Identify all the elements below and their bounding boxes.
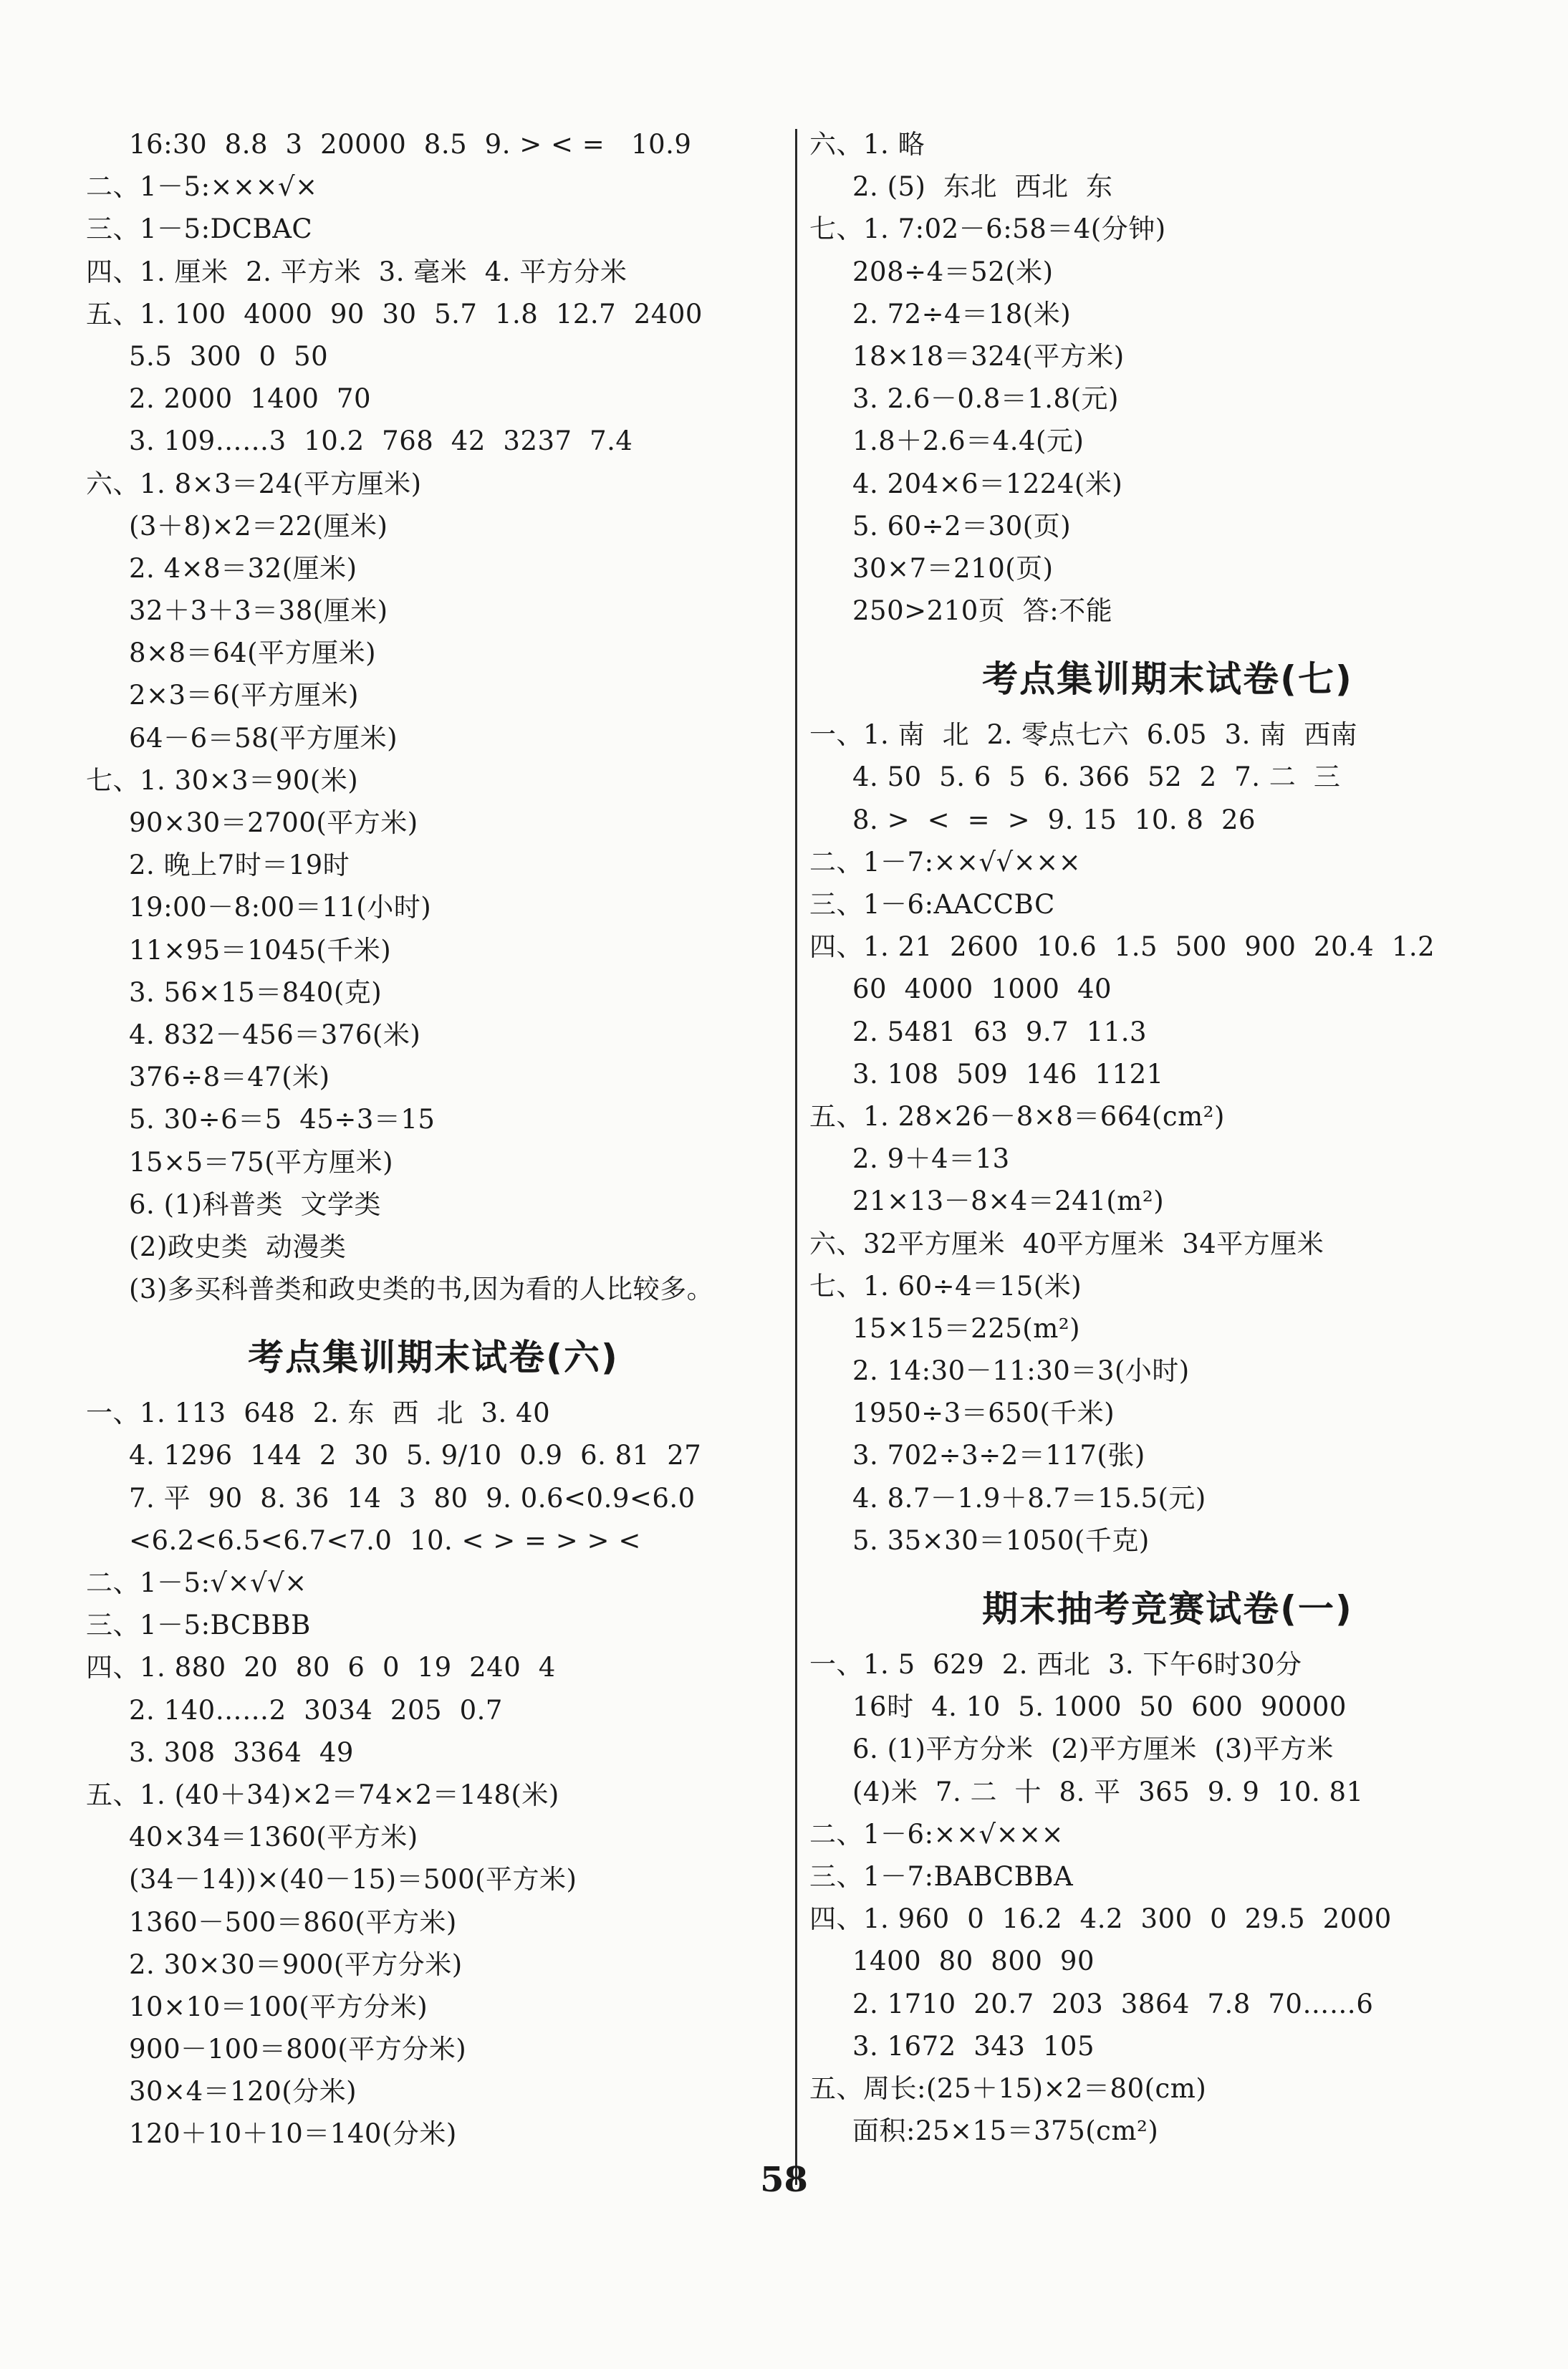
- column-divider: [795, 129, 797, 2185]
- right-column: [809, 123, 1526, 2152]
- answer-line: 120＋10＋10＝140(分米): [129, 2118, 457, 2150]
- answer-line: 1950÷3＝650(千米): [852, 1398, 1115, 1429]
- answer-line: 1360－500＝860(平方米): [129, 1906, 457, 1938]
- answer-line: 面积:25×15＝375(cm²): [852, 2115, 1159, 2147]
- answer-line: 16:30 8.8 3 20000 8.5 9. > < = 10.9: [129, 129, 692, 160]
- answer-line: 11×95＝1045(千米): [129, 934, 392, 966]
- answer-line: 二、1－6:××√×××: [809, 1818, 1064, 1850]
- answer-line: 三、1－7:BABCBBA: [809, 1860, 1074, 1892]
- answer-line: 六、1. 略: [809, 129, 925, 160]
- answer-line: 二、1－7:××√√×××: [809, 846, 1082, 878]
- answer-line: 90×30＝2700(平方米): [129, 807, 418, 838]
- answer-line: 4. 832－456＝376(米): [129, 1019, 421, 1050]
- answer-line: 2. 140……2 3034 205 0.7: [129, 1694, 503, 1726]
- left-column: [86, 123, 781, 2156]
- answer-line: 30×7＝210(页): [852, 552, 1054, 584]
- answer-line: 1.8＋2.6＝4.4(元): [852, 426, 1084, 457]
- answer-line: 三、1－5:DCBAC: [86, 213, 313, 245]
- answer-line: 3. 108 509 146 1121: [852, 1058, 1164, 1090]
- answer-line: 250>210页 答:不能: [852, 595, 1113, 627]
- answer-line: 1400 80 800 90: [852, 1946, 1095, 1977]
- answer-line: 2×3＝6(平方厘米): [129, 680, 359, 711]
- answer-line: 5. 30÷6＝5 45÷3＝15: [129, 1104, 436, 1135]
- answer-line: 五、1. 100 4000 90 30 5.7 1.8 12.7 2400: [86, 298, 703, 330]
- answer-line: 7. 平 90 8. 36 14 3 80 9. 0.6<0.9<6.0: [129, 1482, 696, 1514]
- answer-line: 32＋3＋3＝38(厘米): [129, 595, 388, 627]
- answer-line: 10×10＝100(平方分米): [129, 1991, 428, 2022]
- answer-line: 七、1. 60÷4＝15(米): [809, 1270, 1082, 1302]
- answer-line: 8×8＝64(平方厘米): [129, 638, 377, 669]
- answer-line: (4)米 7. 二 十 8. 平 365 9. 9 10. 81: [852, 1776, 1364, 1807]
- answer-line: 四、1. 厘米 2. 平方米 3. 毫米 4. 平方分米: [86, 256, 627, 287]
- answer-line: 19:00－8:00＝11(小时): [129, 892, 432, 923]
- answer-line: 2. 1710 20.7 203 3864 7.8 70……6: [852, 1988, 1374, 2019]
- answer-line: <6.2<6.5<6.7<7.0 10. < > = > > <: [129, 1524, 641, 1556]
- answer-line: 6. (1)平方分米 (2)平方厘米 (3)平方米: [852, 1734, 1334, 1765]
- answer-line: 15×5＝75(平方厘米): [129, 1146, 394, 1178]
- answer-line: 一、1. 5 629 2. 西北 3. 下午6时30分: [809, 1649, 1302, 1680]
- section-title: 期末抽考竞赛试卷(一): [982, 1588, 1353, 1630]
- answer-line: 60 4000 1000 40: [852, 974, 1112, 1005]
- answer-line: 3. 1672 343 105: [852, 2030, 1095, 2062]
- answer-line: 三、1－6:AACCBC: [809, 889, 1055, 920]
- answer-line: 3. 702÷3÷2＝117(张): [852, 1440, 1145, 1471]
- answer-line: (3＋8)×2＝22(厘米): [129, 510, 388, 542]
- answer-line: 四、1. 21 2600 10.6 1.5 500 900 20.4 1.2: [809, 931, 1435, 963]
- answer-line: 5. 35×30＝1050(千克): [852, 1524, 1150, 1556]
- answer-line: 30×4＝120(分米): [129, 2076, 357, 2108]
- answer-line: 40×34＝1360(平方米): [129, 1822, 418, 1853]
- answer-line: 六、32平方厘米 40平方厘米 34平方厘米: [809, 1228, 1324, 1259]
- answer-line: 4. 204×6＝1224(米): [852, 468, 1123, 499]
- answer-line: 2. 14:30－11:30＝3(小时): [852, 1355, 1190, 1387]
- answer-line: 二、1－5:√×√√×: [86, 1567, 307, 1598]
- answer-line: 2. (5) 东北 西北 东: [852, 171, 1113, 203]
- answer-line: (34－14))×(40－15)＝500(平方米): [129, 1864, 577, 1895]
- answer-line: 21×13－8×4＝241(m²): [852, 1186, 1165, 1217]
- answer-line: 2. 2000 1400 70: [129, 383, 372, 415]
- answer-line: 五、周长:(25＋15)×2＝80(cm): [809, 2072, 1207, 2104]
- answer-line: 18×18＝324(平方米): [852, 340, 1125, 372]
- answer-line: 二、1－5:×××√×: [86, 171, 318, 203]
- answer-line: 3. 56×15＝840(克): [129, 976, 383, 1008]
- answer-line: (2)政史类 动漫类: [129, 1231, 347, 1262]
- answer-line: 四、1. 960 0 16.2 4.2 300 0 29.5 2000: [809, 1903, 1392, 1935]
- answer-line: 2. 30×30＝900(平方分米): [129, 1948, 463, 1980]
- section-title: 考点集训期末试卷(七): [982, 658, 1353, 701]
- answer-line: 8. > < = > 9. 15 10. 8 26: [852, 804, 1256, 835]
- answer-line: 五、1. 28×26－8×8＝664(cm²): [809, 1100, 1225, 1132]
- answer-line: 64－6＝58(平方厘米): [129, 722, 398, 754]
- answer-line: 四、1. 880 20 80 6 0 19 240 4: [86, 1652, 556, 1683]
- answer-line: 3. 2.6－0.8＝1.8(元): [852, 383, 1119, 415]
- answer-line: 2. 9＋4＝13: [852, 1143, 1010, 1175]
- page-number: 58: [760, 2160, 808, 2200]
- answer-line: 2. 5481 63 9.7 11.3: [852, 1016, 1148, 1047]
- answer-line: 一、1. 113 648 2. 东 西 北 3. 40: [86, 1398, 551, 1429]
- answer-line: 4. 8.7－1.9＋8.7＝15.5(元): [852, 1482, 1206, 1514]
- answer-line: 900－100＝800(平方分米): [129, 2034, 467, 2065]
- answer-line: 16时 4. 10 5. 1000 50 600 90000: [852, 1691, 1347, 1723]
- answer-line: 六、1. 8×3＝24(平方厘米): [86, 468, 422, 499]
- section-title: 考点集训期末试卷(六): [248, 1337, 619, 1379]
- answer-line: 2. 4×8＝32(厘米): [129, 552, 357, 584]
- answer-line: 15×15＝225(m²): [852, 1312, 1081, 1344]
- answer-line: 376÷8＝47(米): [129, 1062, 330, 1093]
- answer-line: 三、1－5:BCBBB: [86, 1610, 311, 1641]
- answer-line: 208÷4＝52(米): [852, 256, 1054, 287]
- answer-line: 5. 60÷2＝30(页): [852, 510, 1072, 542]
- answer-line: 5.5 300 0 50: [129, 340, 329, 372]
- answer-line: 6. (1)科普类 文学类: [129, 1188, 381, 1220]
- answer-line: 七、1. 7:02－6:58＝4(分钟): [809, 213, 1166, 245]
- answer-line: 4. 1296 144 2 30 5. 9/10 0.9 6. 81 27: [129, 1440, 702, 1471]
- answer-line: 一、1. 南 北 2. 零点七六 6.05 3. 南 西南: [809, 719, 1358, 751]
- answer-line: 2. 72÷4＝18(米): [852, 298, 1072, 330]
- answer-line: 五、1. (40＋34)×2＝74×2＝148(米): [86, 1779, 559, 1810]
- answer-line: 七、1. 30×3＝90(米): [86, 764, 359, 796]
- answer-line: 3. 109……3 10.2 768 42 3237 7.4: [129, 426, 633, 457]
- answer-line: 2. 晚上7时＝19时: [129, 850, 350, 881]
- answer-line: 4. 50 5. 6 5 6. 366 52 2 7. 二 三: [852, 761, 1341, 793]
- answer-line: (3)多买科普类和政史类的书,因为看的人比较多。: [129, 1274, 714, 1305]
- answer-line: 3. 308 3364 49: [129, 1736, 354, 1768]
